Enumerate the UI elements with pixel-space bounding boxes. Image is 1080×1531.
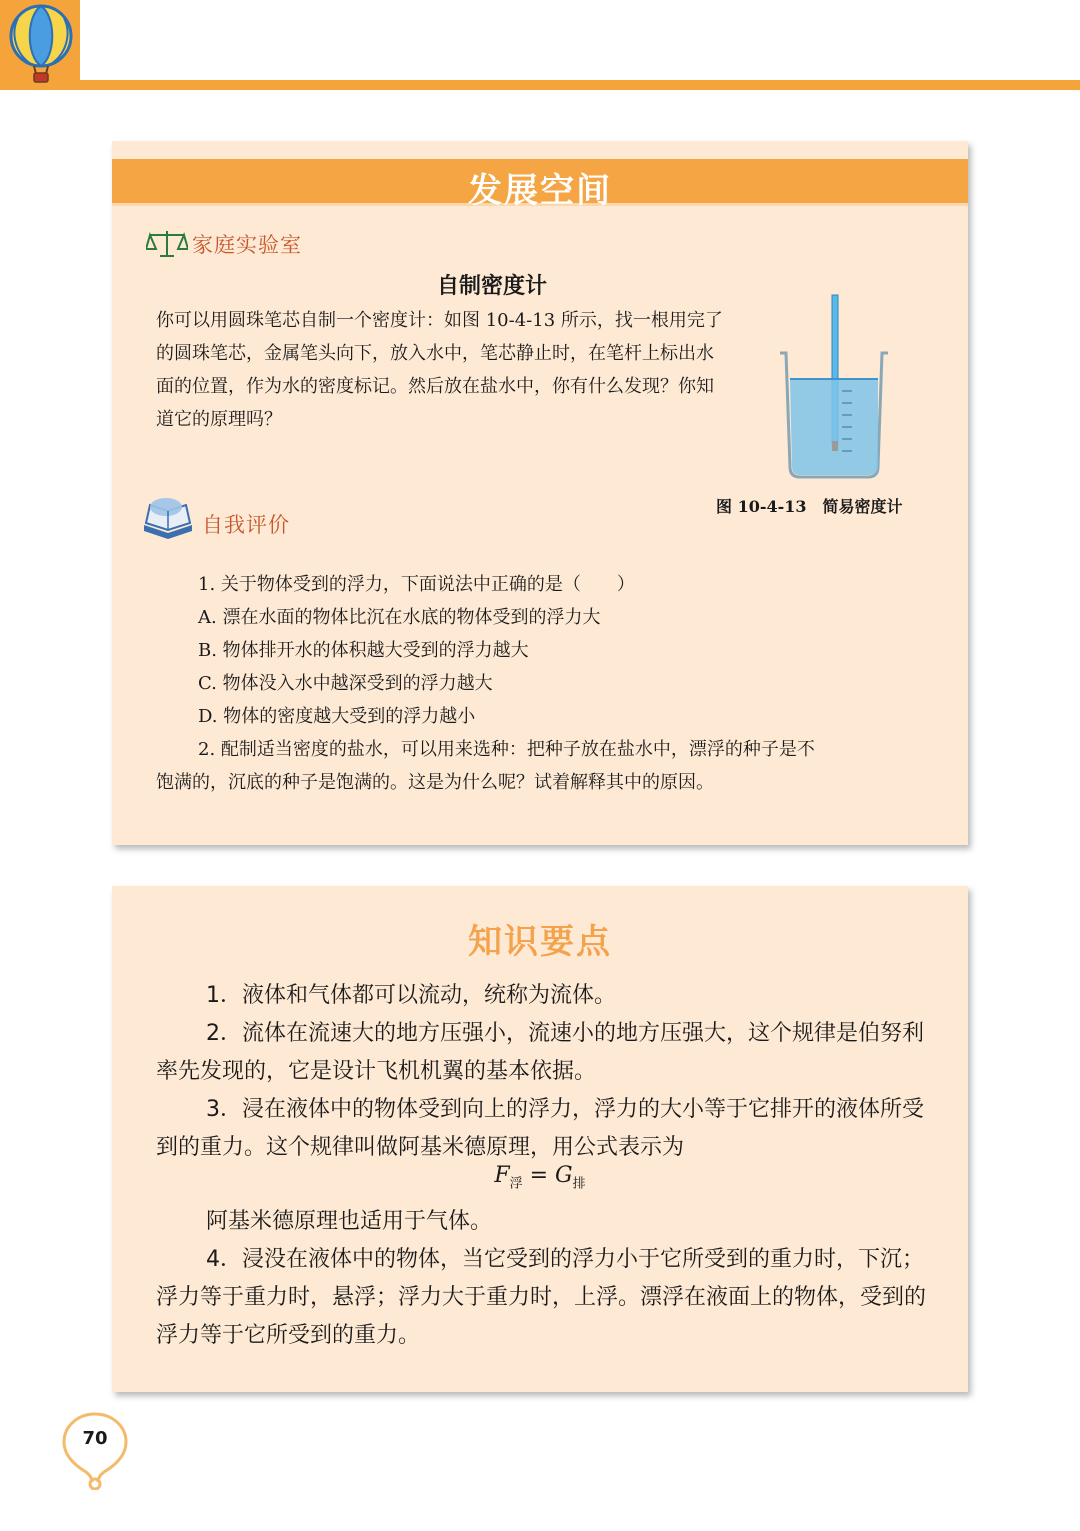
key-point-3: 3．浸在液体中的物体受到向上的浮力，浮力的大小等于它排开的液体所受到的重力。这个规律叫做阿基米德原理，用公式表示为 — [156, 1097, 924, 1160]
beaker-hydrometer-illustration — [776, 291, 892, 481]
question-1-option-d: D. 物体的密度越大受到的浮力越小 — [198, 706, 476, 727]
question-1-option-c: C. 物体没入水中越深受到的浮力越大 — [198, 673, 493, 694]
panel-title: 发展空间 — [468, 171, 612, 211]
experiment-text: 你可以用圆珠笔芯自制一个密度计：如图 10-4-13 所示，找一根用完了的圆珠笔芯，金属笔头向下，放入水中，笔芯静止时，在笔杆上标出水面的位置，作为水的密度标记。然后放在盐水中，你有什么发现？你知道它的原理吗？ — [156, 310, 723, 430]
page-number: 70 — [82, 1428, 108, 1449]
hot-air-balloon-icon — [6, 4, 76, 84]
key-point-2: 2．流体在流速大的地方压强小，流速小的地方压强大，这个规律是伯努利率先发现的，它是设计飞机机翼的基本依据。 — [156, 1021, 924, 1084]
question-2-line-2: 饱满的，沉底的种子是饱满的。这是为什么呢？试着解释其中的原因。 — [156, 772, 714, 793]
formula-buoyancy-symbol: F — [494, 1163, 510, 1188]
formula-weight-subscript: 排 — [572, 1176, 586, 1192]
question-1-option-a: A. 漂在水面的物体比沉在水底的物体受到的浮力大 — [198, 607, 601, 628]
key-point-3-note: 阿基米德原理也适用于气体。 — [206, 1209, 493, 1234]
formula-weight-symbol: G — [555, 1163, 573, 1188]
formula-buoyancy-subscript: 浮 — [509, 1176, 523, 1192]
question-2-line-1: 2. 配制适当密度的盐水，可以用来选种：把种子放在盐水中，漂浮的种子是不 — [198, 739, 815, 760]
figure-caption: 图 10-4-13 简易密度计 — [716, 497, 903, 516]
key-point-1: 1．液体和气体都可以流动，统称为流体。 — [206, 983, 616, 1008]
book-icon — [142, 497, 194, 539]
development-space-panel — [112, 141, 968, 845]
self-evaluation-heading: 自我评价 — [202, 513, 290, 537]
question-1: 1. 关于物体受到的浮力，下面说法中正确的是（ ） — [198, 574, 635, 595]
page-number-badge-icon — [60, 1410, 130, 1490]
key-points-panel — [112, 886, 968, 1392]
balance-scale-icon — [146, 229, 188, 259]
formula-equals: = — [522, 1163, 556, 1188]
key-point-4: 4．浸没在液体中的物体，当它受到的浮力小于它所受到的重力时，下沉；浮力等于重力时，悬浮；浮力大于重力时，上浮。漂浮在液面上的物体，受到的浮力等于它所受到的重力。 — [156, 1247, 927, 1348]
header-bar — [80, 80, 1080, 90]
key-points-title: 知识要点 — [468, 922, 612, 962]
archimedes-formula — [112, 1163, 968, 1191]
home-lab-heading: 家庭实验室 — [192, 233, 302, 257]
experiment-title: 自制密度计 — [436, 274, 547, 299]
question-1-option-b: B. 物体排开水的体积越大受到的浮力越大 — [198, 640, 529, 661]
